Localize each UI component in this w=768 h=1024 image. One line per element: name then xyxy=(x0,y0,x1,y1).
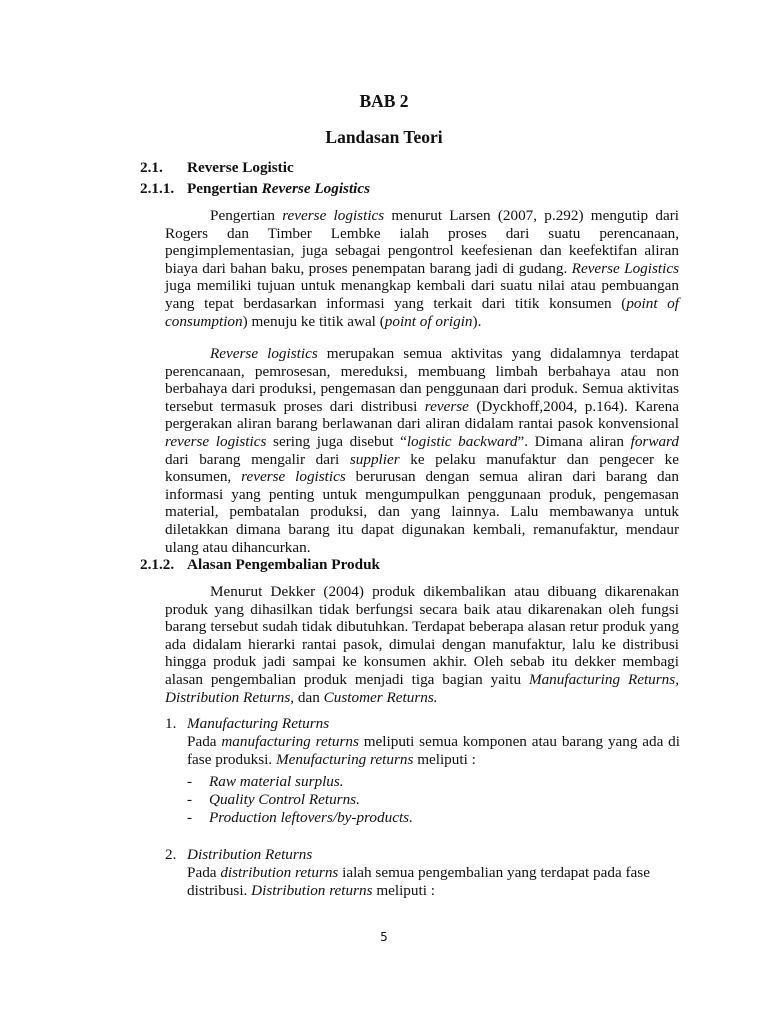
list-item-manufacturing-returns xyxy=(165,715,329,733)
section-number: 2.1.1. xyxy=(140,180,175,197)
list-number: 2. xyxy=(165,846,177,863)
text: meliputi : xyxy=(413,750,476,768)
text: ”. Dimana aliran xyxy=(517,432,631,450)
text: merupakan semua aktivitas yang didalamnya terdapat perencanaan, pemrosesan, mereduksi, membuang limbah berbahaya atau non berbahaya dari produksi, pengemasan dan penggunaan dari produk. Semua aktivitas tersebut termasuk proses dari distribusi xyxy=(165,345,679,415)
list-item-distribution-returns xyxy=(165,846,312,864)
italic-term: reverse logistics xyxy=(165,432,267,450)
paragraph-return-reasons xyxy=(165,583,679,706)
italic-term: Manufacturing Returns, Distribution Returns, xyxy=(165,670,679,706)
text: ). xyxy=(472,312,482,330)
text: ke pelaku manufaktur dan pengecer ke konsumen, xyxy=(165,450,679,486)
text: sering juga disebut “ xyxy=(266,432,407,450)
text: Pada xyxy=(187,733,222,750)
section-heading-2-1 xyxy=(140,159,294,177)
italic-term: Reverse Logistics xyxy=(571,259,679,277)
section-title: Alasan Pengembalian Produk xyxy=(187,556,380,573)
italic-term: point of consumption xyxy=(165,294,679,330)
list-body-distribution xyxy=(187,864,680,899)
dash-marker: - xyxy=(187,791,193,808)
text: (Dyckhoff,2004, p.164). Karena pergerakan aliran barang berlawanan dari aliran didalam rantai pasok konvensional xyxy=(165,397,680,433)
bullet-item xyxy=(187,791,360,809)
italic-term: reverse logistics xyxy=(241,468,346,486)
dash-marker: - xyxy=(187,773,193,790)
italic-term: supplier xyxy=(349,450,400,468)
chapter-title: Landasan Teori xyxy=(325,127,443,147)
bullet-item xyxy=(187,809,413,827)
italic-term: logistic backward xyxy=(406,432,518,450)
bullet-text: Production leftovers/by-products. xyxy=(209,809,413,826)
section-title: Pengertian xyxy=(187,180,262,197)
bullet-item xyxy=(187,773,344,791)
section-heading-2-1-2 xyxy=(140,556,380,574)
section-number: 2.1. xyxy=(140,159,163,176)
text: Pada xyxy=(187,864,221,881)
italic-term: reverse logistics xyxy=(282,207,385,224)
bullet-text: Quality Control Returns. xyxy=(209,791,360,808)
italic-term: Reverse logistics xyxy=(210,345,318,362)
list-title: Distribution Returns xyxy=(187,846,313,863)
italic-term: Distribution returns xyxy=(251,881,373,899)
text: meliputi : xyxy=(372,881,435,899)
section-number: 2.1.2. xyxy=(140,556,175,573)
italic-term: Menufacturing returns xyxy=(276,750,414,768)
page-number: 5 xyxy=(380,930,388,944)
dash-marker: - xyxy=(187,809,193,826)
section-heading-2-1-1 xyxy=(140,180,370,198)
bullet-text: Raw material surplus. xyxy=(209,773,344,790)
italic-term: point of origin xyxy=(384,312,473,330)
text: dan xyxy=(294,688,324,706)
italic-term: distribution returns xyxy=(220,864,339,881)
chapter-number: BAB 2 xyxy=(359,91,409,111)
italic-term: Customer Returns. xyxy=(323,688,438,706)
text: menurut Larsen (2007, p.292) mengutip dari Rogers dan Timber Lembke ialah proses dari suatu perencanaan, pengimplementasian, juga sebagai pengontrol keefesienan dan keefektifan aliran biaya dari bahan baku, proses penempatan barang jadi di gudang. xyxy=(165,207,679,277)
text: ) menuju ke titik awal ( xyxy=(242,312,385,330)
text: dari barang mengalir dari xyxy=(165,450,350,468)
section-title: Reverse Logistic xyxy=(187,159,294,176)
italic-term: forward xyxy=(630,432,679,450)
paragraph-reverse-logistics xyxy=(165,345,679,556)
paragraph-definition xyxy=(165,207,679,330)
section-title-italic: Reverse Logistics xyxy=(261,180,371,197)
text: juga memiliki tujuan untuk menangkap kembali dari suatu nilai atau pembuangan yang tepat berdasarkan informasi yang terkait dari titik konsumen ( xyxy=(165,277,679,312)
text: Pengertian xyxy=(210,207,283,224)
list-body-manufacturing xyxy=(187,733,680,768)
text: meliputi semua komponen atau barang yang ada di fase produksi. xyxy=(187,733,680,768)
text: berurusan dengan semua aliran dari barang dan informasi yang penting untuk mengumpulkan penggunaan produk, pengemasan material, pembatalan produksi, dan yang lainnya. Lalu membawanya untuk diletakkan dimana barang itu dapat digunakan kembali, remanufaktur, mendaur ulang atau dihancurkan. xyxy=(165,468,679,556)
text: Menurut Dekker (2004) produk dikembalikan atau dibuang dikarenakan produk yang dihasilkan tidak berfungsi secara baik atau dikarenakan oleh fungsi barang tersebut sudah tidak dibutuhkan. Terdapat beberapa alasan retur produk yang ada didalam hierarki rantai pasok, dimulai dengan manufaktur, lalu ke distribusi hingga produk jadi sampai ke konsumen akhir. Oleh sebab itu dekker membagi alasan pengembalian produk menjadi tiga bagian yaitu xyxy=(165,583,679,688)
italic-term: manufacturing returns xyxy=(221,733,359,750)
list-title: Manufacturing Returns xyxy=(187,715,330,732)
list-number: 1. xyxy=(165,715,177,732)
text: ialah semua pengembalian yang terdapat pada fase distribusi. xyxy=(187,864,650,899)
italic-term: reverse xyxy=(424,397,469,415)
